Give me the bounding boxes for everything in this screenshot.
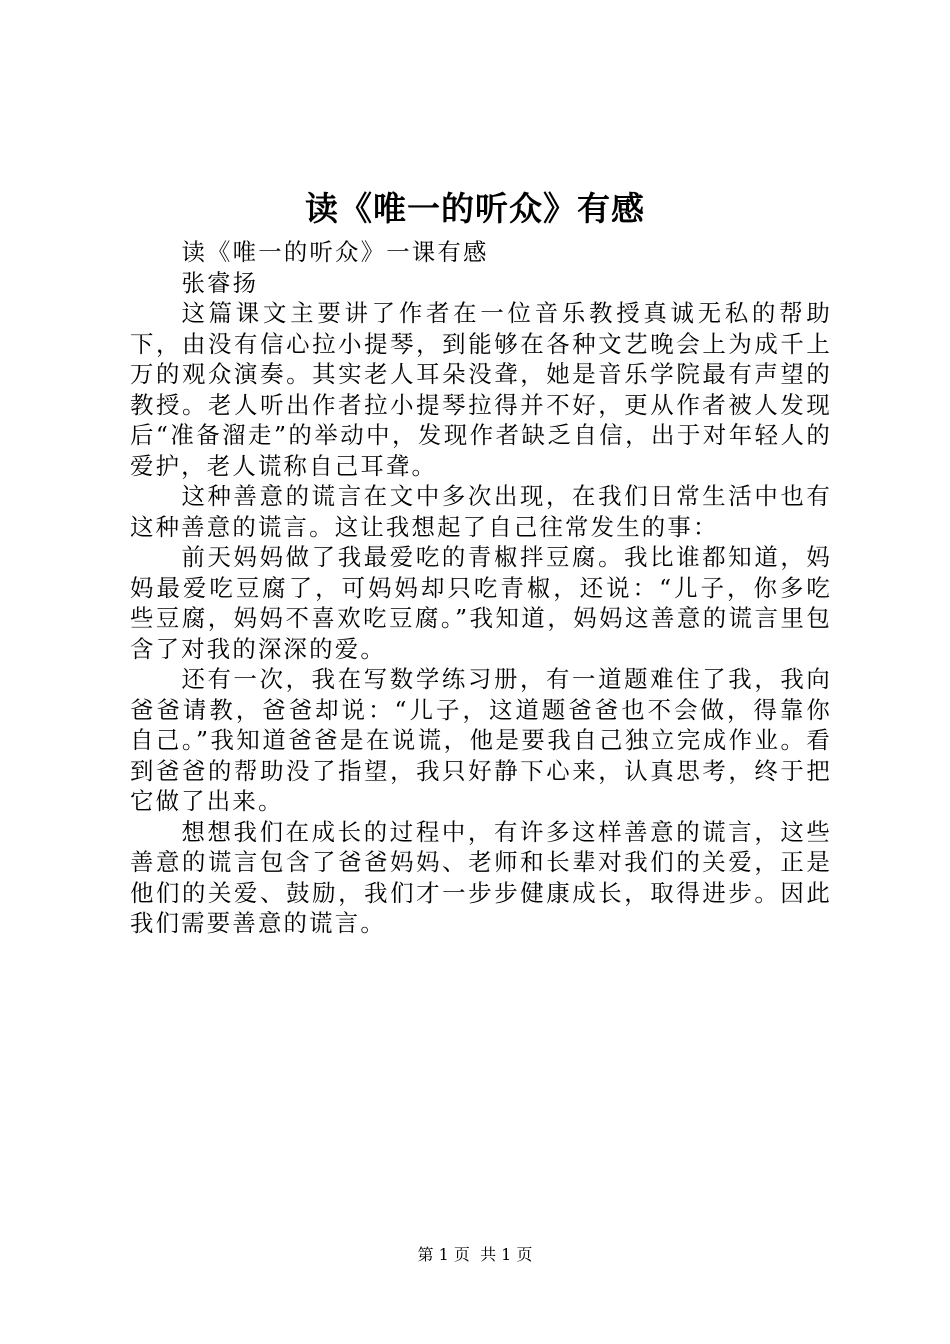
body-paragraph: 这篇课文主要讲了作者在一位音乐教授真诚无私的帮助下，由没有信心拉小提琴，到能够在各种文艺晚会上为成千上万的观众演奏。其实老人耳朵没聋，她是音乐学院最有声望的教授。老人听出作者拉小提琴拉得并不好，更从作者被人发现后“准备溜走”的举动中，发现作者缺乏自信，出于对年轻人的爱护，老人谎称自己耳聋。: [130, 299, 832, 480]
document-body: [130, 237, 832, 939]
page-footer: [0, 1244, 950, 1266]
document-title: 读《唯一的听众》有感: [305, 189, 645, 228]
body-paragraph: 这种善意的谎言在文中多次出现，在我们日常生活中也有这种善意的谎言。这让我想起了自己往常发生的事：: [130, 482, 832, 541]
page-number-label: 第 1 页 共 1 页: [417, 1245, 533, 1264]
body-paragraph: 想想我们在成长的过程中，有许多这样善意的谎言，这些善意的谎言包含了爸爸妈妈、老师和长辈对我们的关爱，正是他们的关爱、鼓励，我们才一步步健康成长，取得进步。因此我们需要善意的谎言。: [130, 817, 832, 937]
subtitle-paragraph: 读《唯一的听众》一课有感: [181, 238, 489, 266]
body-paragraph: 前天妈妈做了我最爱吃的青椒拌豆腐。我比谁都知道，妈妈最爱吃豆腐了，可妈妈却只吃青椒，还说：“儿子，你多吃些豆腐，妈妈不喜欢吃豆腐。”我知道，妈妈这善意的谎言里包含了对我的深深的爱。: [130, 543, 832, 663]
author-name: 张睿扬: [181, 268, 259, 297]
body-paragraph: 还有一次，我在写数学练习册，有一道题难住了我，我向爸爸请教，爸爸却说：“儿子，这道题爸爸也不会做，得靠你自己。”我知道爸爸是在说谎，他是要我自己独立完成作业。看到爸爸的帮助没了指望，我只好静下心来，认真思考，终于把它做了出来。: [130, 665, 832, 815]
